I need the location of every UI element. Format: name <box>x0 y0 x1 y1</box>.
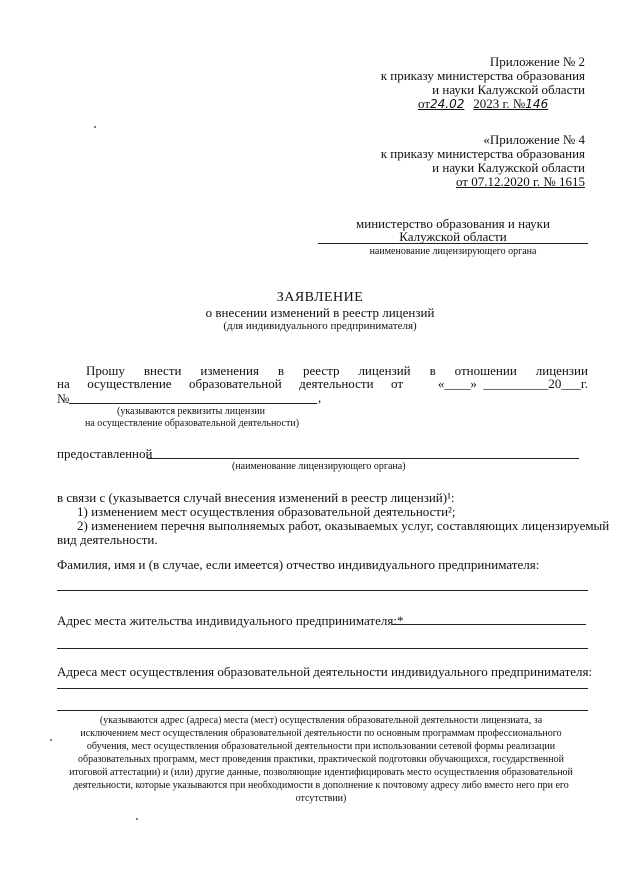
license-hint-line2: на осуществление образовательной деятельности) <box>85 418 300 429</box>
header1-number-handwritten: 146 <box>525 97 549 111</box>
header1-date-handwritten: 24.02 <box>430 97 465 111</box>
fio-label: Фамилия, имя и (в случае, если имеется) отчество индивидуального предпринимателя: <box>57 557 540 572</box>
org-name-caption: наименование лицензирующего органа <box>369 246 537 257</box>
reason-item-2a: 2) изменением перечня выполняемых работ, оказываемых услуг, составляющих лицензируемый <box>77 518 610 533</box>
address-field-line2[interactable] <box>57 648 588 649</box>
request-line1-word: в <box>429 363 436 378</box>
places-label: Адреса мест осуществления образовательной деятельности индивидуального предпринимателя: <box>57 664 593 679</box>
footnote-line: обучения, мест осуществления образовательной деятельности при использовании сетевой формы реализации <box>86 741 556 752</box>
header1-line2: к приказу министерства образования <box>380 68 585 83</box>
header1-line3: и науки Калужской области <box>432 82 585 97</box>
request-line1-word: в <box>277 363 285 378</box>
org-name-underline <box>318 243 588 244</box>
places-field-line2[interactable] <box>57 710 588 711</box>
provided-label: предоставленной <box>57 446 153 461</box>
header2-date: от 07.12.2020 г. № 1615 <box>455 174 585 189</box>
license-hint-line1: (указываются реквизиты лицензии <box>117 406 265 417</box>
header2-line1: «Приложение № 4 <box>483 132 585 147</box>
places-field-line1[interactable] <box>57 688 588 689</box>
request-line1-word: лицензий <box>358 363 411 378</box>
document-subtitle: о внесении изменений в реестр лицензий <box>205 305 435 320</box>
scan-speck <box>94 126 96 128</box>
header1-date-line <box>418 96 571 112</box>
document-title: ЗАЯВЛЕНИЕ <box>276 290 364 305</box>
reason-intro: в связи с (указывается случай внесения изменений в реестр лицензий)¹: <box>57 490 455 505</box>
header1-line1: Приложение № 2 <box>489 54 585 69</box>
address-field-line1[interactable] <box>392 624 586 625</box>
footnote-line: отсутствии) <box>295 793 347 804</box>
request-line2-word: на <box>57 376 70 391</box>
request-line2-word: деятельности <box>299 376 374 391</box>
reason-item-2b: вид деятельности. <box>57 532 158 547</box>
license-number-comma: , <box>318 390 322 405</box>
header2-line3: и науки Калужской области <box>432 160 585 175</box>
request-line1-word: Прошу <box>86 363 125 378</box>
header2-line2: к приказу министерства образования <box>380 146 585 161</box>
org-name-line2: Калужской области <box>399 229 507 244</box>
footnote-line: деятельности, которые указываются при необходимости в дополнение к почтовому адресу либо вместо него при его <box>73 780 569 791</box>
footnote-line: исключением мест осуществления образовательной деятельности по основным программам профессионального <box>80 728 562 739</box>
header1-date-prefix: от <box>418 96 431 111</box>
places-footnote <box>40 714 602 805</box>
document-subtitle-note: (для индивидуального предпринимателя) <box>223 320 417 332</box>
request-line1-word: изменения <box>200 363 259 378</box>
request-line2-word: от <box>390 376 403 391</box>
license-date-field[interactable]: «____» __________20___г. <box>437 376 588 391</box>
scan-speck <box>136 818 138 820</box>
org-name-line1: министерство образования и науки <box>356 216 550 231</box>
footnote-line: итоговой аттестации) и (или) другие данные, позволяющие идентифицировать место осуществления образовательной <box>69 767 573 778</box>
footnote-line: (указываются адрес (адреса) места (мест) осуществления образовательной деятельности лицензиата, за <box>99 715 543 726</box>
header1-date-year: 2023 г. № <box>473 96 526 111</box>
request-line1-word: отношении <box>454 363 517 378</box>
address-label: Адрес места жительства индивидуального предпринимателя:* <box>57 613 404 628</box>
request-line1-word: реестр <box>303 363 340 378</box>
fio-field[interactable] <box>57 590 588 591</box>
request-line2-word: образовательной <box>189 376 282 391</box>
request-line2-word: осуществление <box>87 376 172 391</box>
scan-speck <box>50 739 52 741</box>
request-line1-word: внести <box>143 363 182 378</box>
license-number-field[interactable] <box>69 403 317 404</box>
provided-field[interactable] <box>147 458 579 459</box>
license-number-prefix: № <box>57 391 70 406</box>
provided-caption: (наименование лицензирующего органа) <box>232 461 406 472</box>
reason-item-1: 1) изменением мест осуществления образовательной деятельности²; <box>77 504 456 519</box>
footnote-line: образовательных программ, мест проведения практики, практической подготовки обучающихся, государственной <box>78 754 564 765</box>
request-line1-word: лицензии <box>535 363 588 378</box>
